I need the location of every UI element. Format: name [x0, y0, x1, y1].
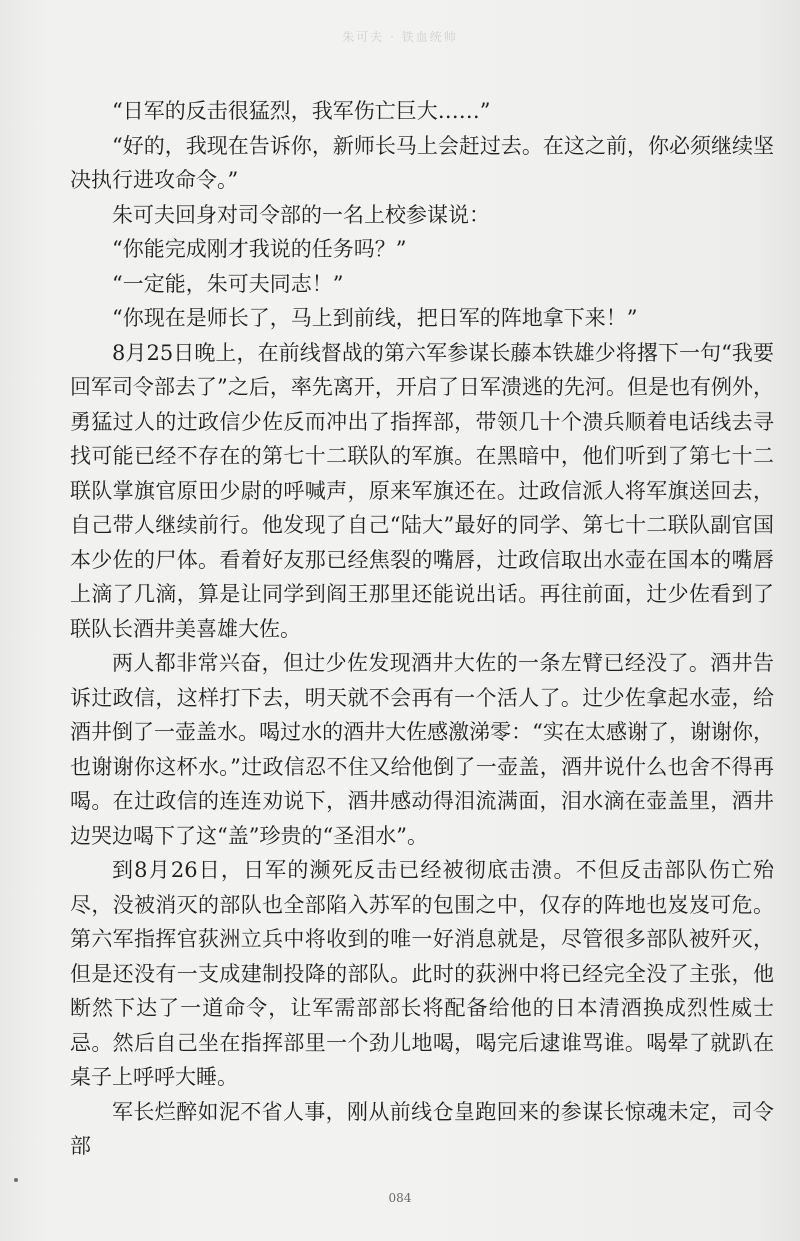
paragraph: 朱可夫回身对司令部的一名上校参谋说： [112, 202, 490, 227]
page-number: 084 [388, 1191, 412, 1205]
paragraph: 两人都非常兴奋，但辻少佐发现酒井大佐的一条左臂已经没了。酒井告诉辻政信，这样打下去，明天就不会再有一个活人了。辻少佐拿起水壶，给酒井倒了一壶盖水。喝过水的酒井大佐感激涕零：“实在太感谢了，谢谢你，也谢谢你这杯水。”辻政信忍不住又给他倒了一壶盖，酒井说什么也舍不得再喝。在辻政信的连连劝说下，酒井感动得泪流满面，泪水滴在壶盖里，酒井边哭边喝下了这“盖”珍贵的“圣泪水”。 [70, 651, 774, 848]
scan-speck [14, 1178, 18, 1182]
paragraph: “日军的反击很猛烈，我军伤亡巨大……” [112, 99, 491, 123]
paragraph: 8月25日晚上，在前线督战的第六军参谋长藤本铁雄少将撂下一句“我要回军司令部去了”之后，率先离开，开启了日军溃逃的先河。但是也有例外，勇猛过人的辻政信少佐反而冲出了指挥部，带领几十个溃兵顺着电话线去寻找可能已经不存在的第七十二联队的军旗。在黑暗中，他们听到了第七十二联队掌旗官原田少尉的呼喊声，原来军旗还在。辻政信派人将军旗送回去，自己带人继续前行。他发现了自己“陆大”最好的同学、第七十二联队副官国本少佐的尸体。看着好友那已经焦裂的嘴唇，辻政信取出水壶在国本的嘴唇上滴了几滴，算是让同学到阎王那里还能说出话。再往前面，辻少佐看到了联队长酒井美喜雄大佐。 [70, 340, 774, 641]
paragraph: “你能完成刚才我说的任务吗？” [112, 237, 407, 261]
body-text [70, 94, 774, 1164]
paragraph: “一定能，朱可夫同志！” [112, 271, 344, 296]
paragraph: “好的，我现在告诉你，新师长马上会赶过去。在这之前，你必须继续坚决执行进攻命令。” [70, 133, 774, 192]
paragraph: 到8月26日，日军的濒死反击已经被彻底击溃。不但反击部队伤亡殆尽，没被消灭的部队也全部陷入苏军的包围之中，仅存的阵地也岌岌可危。第六军指挥官荻洲立兵中将收到的唯一好消息就是，尽管很多部队被歼灭，但是还没有一支成建制投降的部队。此时的荻洲中将已经完全没了主张，他断然下达了一道命令，让军需部部长将配备给他的日本清酒换成烈性威士忌。然后自己坐在指挥部里一个劲儿地喝，喝完后逮谁骂谁。喝晕了就趴在桌子上呼呼大睡。 [70, 858, 774, 1089]
running-header: 朱可夫 · 铁血统帅 [342, 30, 458, 44]
paragraph: 军长烂醉如泥不省人事，刚从前线仓皇跑回来的参谋长惊魂未定，司令部 [70, 1099, 774, 1158]
paragraph: “你现在是师长了，马上到前线，把日军的阵地拿下来！” [112, 306, 638, 330]
